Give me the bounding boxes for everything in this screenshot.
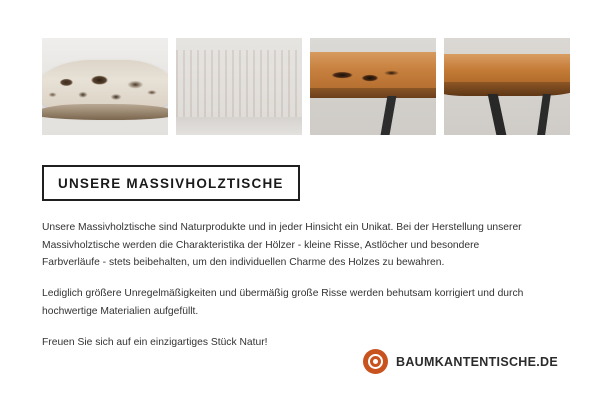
table-leg-shape-left [488,94,507,135]
brand-name-text: BAUMKANTENTISCHE [396,354,537,369]
gallery-image-4 [444,38,570,135]
paragraph-2: Lediglich größere Unregelmäßigkeiten und übermäßig große Risse werden behutsam korrigiert und durch hochwertige Materialien aufgefüllt. [42,288,524,317]
gallery-image-3 [310,38,436,135]
paragraph-3: Freuen Sie sich auf ein einzigartiges Stück Natur! [42,336,268,348]
table-leg-shape [381,96,397,135]
wood-grain-overlay [176,50,302,124]
body-copy [42,219,538,351]
floor-shadow [176,117,302,135]
page-title: UNSERE MASSIVHOLZTISCHE [58,176,284,191]
image-gallery [42,0,558,135]
table-leg-shape-right [537,94,551,135]
brand-tld: .DE [536,354,558,369]
gallery-image-2 [176,38,302,135]
circle-ring-icon [363,349,388,374]
brand-name [396,355,558,369]
live-edge-shape [42,104,168,120]
gallery-image-1 [42,38,168,135]
table-edge-shape [310,88,436,98]
headline-box [42,165,300,201]
paragraph-1: Unsere Massivholztische sind Naturprodukte und in jeder Hinsicht ein Unikat. Bei der Herstellung unserer Massivholztische werden die Charakteristika der Hölzer - kleine Risse, Astlöcher und besondere Farbverläufe - stets beibehalten, um den individuellen Charme des Holzes zu bewahren. [42,222,522,269]
brand-logo [363,349,558,374]
table-edge-shape [444,82,570,96]
ring-inner [368,354,383,369]
